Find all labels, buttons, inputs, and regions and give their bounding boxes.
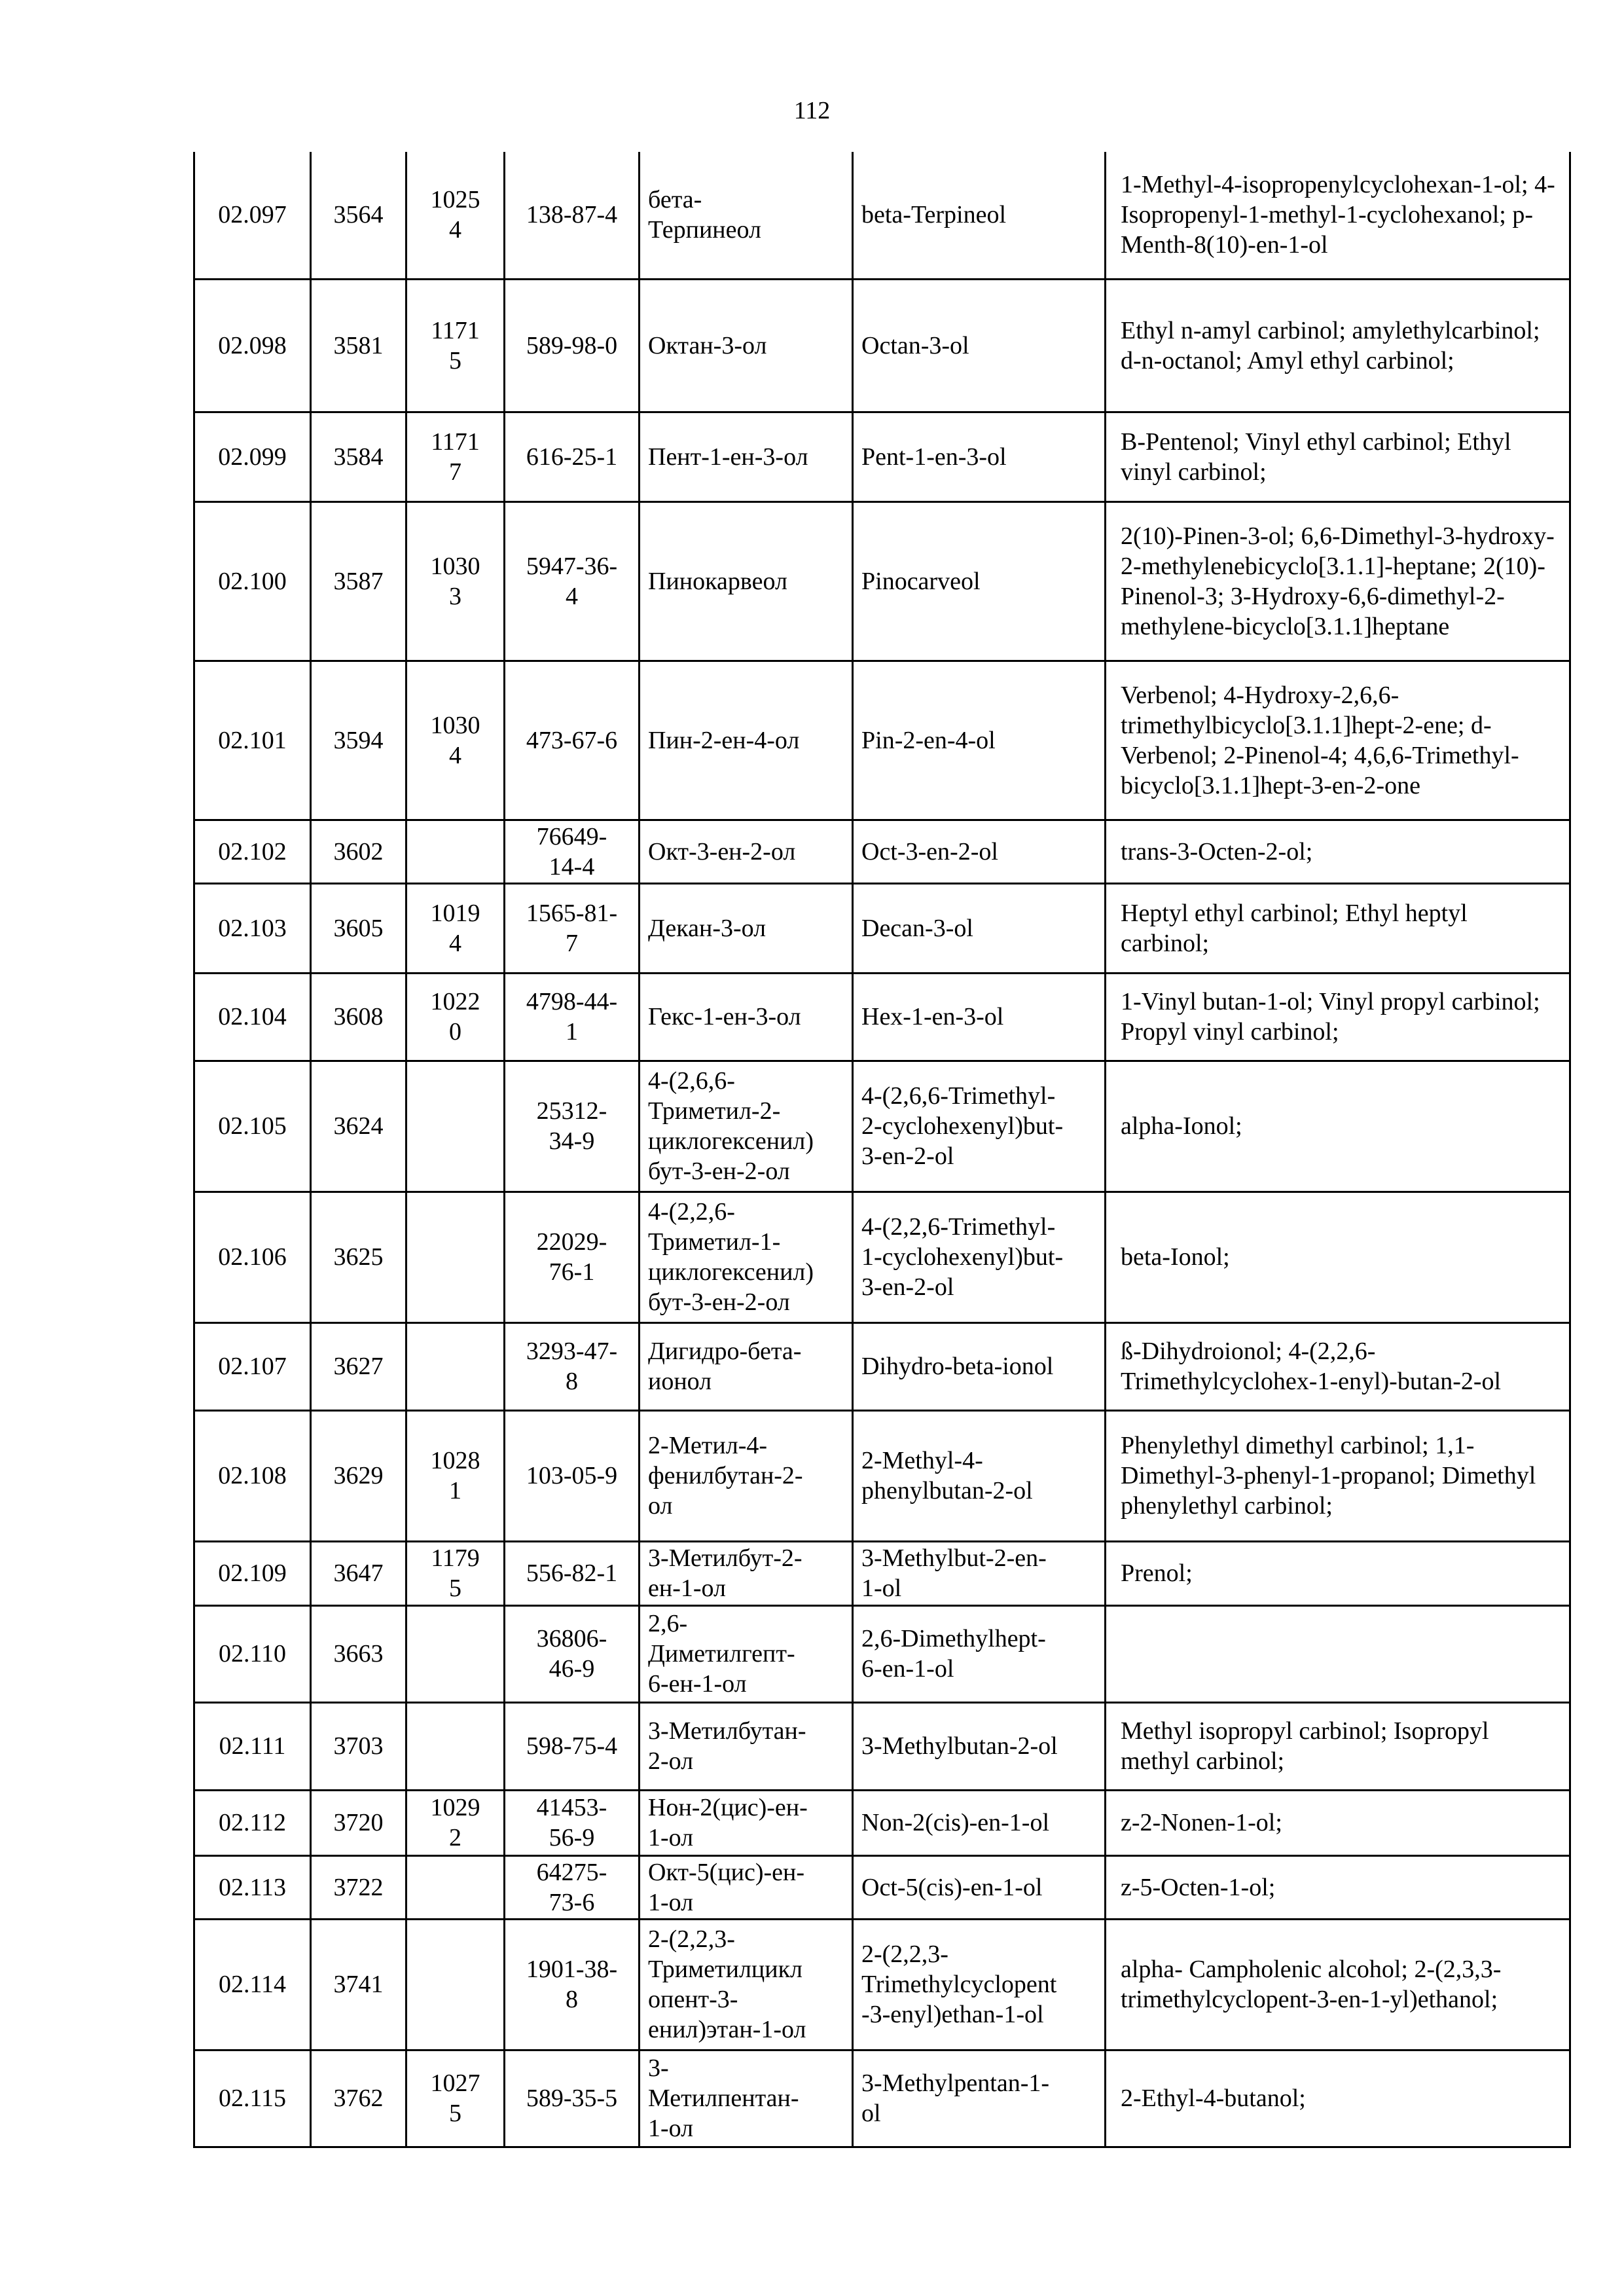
english-name-cell: beta-Terpineol bbox=[853, 152, 1106, 279]
english-name-cell: Octan-3-ol bbox=[853, 279, 1106, 412]
table-row bbox=[194, 883, 1570, 973]
coe-number-cell bbox=[406, 1322, 505, 1410]
english-name-cell: Oct-5(cis)-en-1-ol bbox=[853, 1855, 1106, 1919]
english-name-cell: 4-(2,2,6-Trimethyl- 1-cyclohexenyl)but- 3-en-2-ol bbox=[853, 1192, 1106, 1322]
cas-number-cell: 589-35-5 bbox=[505, 2050, 640, 2147]
coe-number-cell bbox=[406, 1605, 505, 1702]
fl-number-cell: 3720 bbox=[311, 1790, 406, 1855]
table-row bbox=[194, 412, 1570, 501]
cas-number-cell: 41453- 56-9 bbox=[505, 1790, 640, 1855]
coe-number-cell: 1030 3 bbox=[406, 501, 505, 661]
cas-number-cell: 556-82-1 bbox=[505, 1541, 640, 1605]
fl-number-cell: 3624 bbox=[311, 1061, 406, 1192]
fl-number-cell: 3629 bbox=[311, 1410, 406, 1541]
cas-number-cell: 103-05-9 bbox=[505, 1410, 640, 1541]
english-name-cell: 2-Methyl-4- phenylbutan-2-ol bbox=[853, 1410, 1106, 1541]
coe-number-cell bbox=[406, 1702, 505, 1790]
english-name-cell: Dihydro-beta-ionol bbox=[853, 1322, 1106, 1410]
russian-name-cell: 4-(2,2,6- Триметил-1- циклогексенил) бут-3-ен-2-ол bbox=[640, 1192, 853, 1322]
cas-number-cell: 3293-47- 8 bbox=[505, 1322, 640, 1410]
table-row bbox=[194, 152, 1570, 279]
coe-number-cell: 1027 5 bbox=[406, 2050, 505, 2147]
russian-name-cell: бета- Терпинеол bbox=[640, 152, 853, 279]
english-name-cell: 2,6-Dimethylhept- 6-en-1-ol bbox=[853, 1605, 1106, 1702]
russian-name-cell: Нон-2(цис)-ен- 1-ол bbox=[640, 1790, 853, 1855]
row-number-cell: 02.113 bbox=[194, 1855, 311, 1919]
table-row bbox=[194, 1322, 1570, 1410]
coe-number-cell: 1019 4 bbox=[406, 883, 505, 973]
cas-number-cell: 616-25-1 bbox=[505, 412, 640, 501]
coe-number-cell bbox=[406, 1061, 505, 1192]
cas-number-cell: 64275- 73-6 bbox=[505, 1855, 640, 1919]
row-number-cell: 02.114 bbox=[194, 1919, 311, 2050]
table-row bbox=[194, 279, 1570, 412]
page-number: 112 bbox=[793, 97, 831, 124]
fl-number-cell: 3564 bbox=[311, 152, 406, 279]
coe-number-cell: 1022 0 bbox=[406, 973, 505, 1061]
synonyms-cell: alpha-Ionol; bbox=[1106, 1061, 1570, 1192]
row-number-cell: 02.112 bbox=[194, 1790, 311, 1855]
synonyms-cell: z-5-Octen-1-ol; bbox=[1106, 1855, 1570, 1919]
row-number-cell: 02.101 bbox=[194, 661, 311, 820]
fl-number-cell: 3605 bbox=[311, 883, 406, 973]
synonyms-cell: alpha- Campholenic alcohol; 2-(2,3,3-trimethylcyclopent-3-en-1-yl)ethanol; bbox=[1106, 1919, 1570, 2050]
russian-name-cell: Пин-2-ен-4-ол bbox=[640, 661, 853, 820]
russian-name-cell: Окт-5(цис)-ен- 1-ол bbox=[640, 1855, 853, 1919]
table-row bbox=[194, 1541, 1570, 1605]
table-row bbox=[194, 1605, 1570, 1702]
synonyms-cell: 1-Vinyl butan-1-ol; Vinyl propyl carbinol; Propyl vinyl carbinol; bbox=[1106, 973, 1570, 1061]
fl-number-cell: 3608 bbox=[311, 973, 406, 1061]
english-name-cell: 4-(2,6,6-Trimethyl- 2-cyclohexenyl)but- 3-en-2-ol bbox=[853, 1061, 1106, 1192]
row-number-cell: 02.109 bbox=[194, 1541, 311, 1605]
coe-number-cell: 1171 7 bbox=[406, 412, 505, 501]
synonyms-cell: Phenylethyl dimethyl carbinol; 1,1-Dimethyl-3-phenyl-1-propanol; Dimethyl phenylethyl carbinol; bbox=[1106, 1410, 1570, 1541]
synonyms-cell: Methyl isopropyl carbinol; Isopropyl methyl carbinol; bbox=[1106, 1702, 1570, 1790]
row-number-cell: 02.108 bbox=[194, 1410, 311, 1541]
russian-name-cell: 2-Метил-4- фенилбутан-2- ол bbox=[640, 1410, 853, 1541]
row-number-cell: 02.105 bbox=[194, 1061, 311, 1192]
english-name-cell: 3-Methylbut-2-en- 1-ol bbox=[853, 1541, 1106, 1605]
coe-number-cell: 1029 2 bbox=[406, 1790, 505, 1855]
cas-number-cell: 22029- 76-1 bbox=[505, 1192, 640, 1322]
synonyms-cell: Ethyl n-amyl carbinol; amylethylcarbinol; d-n-octanol; Amyl ethyl carbinol; bbox=[1106, 279, 1570, 412]
english-name-cell: Pinocarveol bbox=[853, 501, 1106, 661]
fl-number-cell: 3587 bbox=[311, 501, 406, 661]
fl-number-cell: 3594 bbox=[311, 661, 406, 820]
english-name-cell: Pent-1-en-3-ol bbox=[853, 412, 1106, 501]
fl-number-cell: 3762 bbox=[311, 2050, 406, 2147]
russian-name-cell: Пент-1-ен-3-ол bbox=[640, 412, 853, 501]
fl-number-cell: 3584 bbox=[311, 412, 406, 501]
fl-number-cell: 3663 bbox=[311, 1605, 406, 1702]
cas-number-cell: 138-87-4 bbox=[505, 152, 640, 279]
table-row bbox=[194, 973, 1570, 1061]
table-row bbox=[194, 1410, 1570, 1541]
coe-number-cell bbox=[406, 1192, 505, 1322]
russian-name-cell: 2-(2,2,3- Триметилцикл опент-3- енил)этан-1-ол bbox=[640, 1919, 853, 2050]
synonyms-cell: Verbenol; 4-Hydroxy-2,6,6-trimethylbicyclo[3.1.1]hept-2-ene; d-Verbenol; 2-Pinenol-4; 4,6,6-Trimethyl-bicyclo[3.1.1]hept-3-en-2-one bbox=[1106, 661, 1570, 820]
english-name-cell: Hex-1-en-3-ol bbox=[853, 973, 1106, 1061]
table-row bbox=[194, 1702, 1570, 1790]
synonyms-cell: ß-Dihydroionol; 4-(2,2,6-Trimethylcyclohex-1-enyl)-butan-2-ol bbox=[1106, 1322, 1570, 1410]
row-number-cell: 02.097 bbox=[194, 152, 311, 279]
cas-number-cell: 76649- 14-4 bbox=[505, 820, 640, 883]
coe-number-cell: 1030 4 bbox=[406, 661, 505, 820]
row-number-cell: 02.099 bbox=[194, 412, 311, 501]
row-number-cell: 02.100 bbox=[194, 501, 311, 661]
fl-number-cell: 3581 bbox=[311, 279, 406, 412]
cas-number-cell: 25312- 34-9 bbox=[505, 1061, 640, 1192]
russian-name-cell: Декан-3-ол bbox=[640, 883, 853, 973]
row-number-cell: 02.098 bbox=[194, 279, 311, 412]
synonyms-cell bbox=[1106, 1605, 1570, 1702]
table-row bbox=[194, 820, 1570, 883]
cas-number-cell: 36806- 46-9 bbox=[505, 1605, 640, 1702]
english-name-cell: 3-Methylpentan-1- ol bbox=[853, 2050, 1106, 2147]
coe-number-cell bbox=[406, 820, 505, 883]
russian-name-cell: 4-(2,6,6- Триметил-2- циклогексенил) бут-3-ен-2-ол bbox=[640, 1061, 853, 1192]
russian-name-cell: 3- Метилпентан- 1-ол bbox=[640, 2050, 853, 2147]
table-row bbox=[194, 2050, 1570, 2147]
row-number-cell: 02.102 bbox=[194, 820, 311, 883]
coe-number-cell bbox=[406, 1919, 505, 2050]
english-name-cell: Decan-3-ol bbox=[853, 883, 1106, 973]
row-number-cell: 02.110 bbox=[194, 1605, 311, 1702]
cas-number-cell: 1565-81- 7 bbox=[505, 883, 640, 973]
cas-number-cell: 5947-36- 4 bbox=[505, 501, 640, 661]
fl-number-cell: 3647 bbox=[311, 1541, 406, 1605]
fl-number-cell: 3602 bbox=[311, 820, 406, 883]
table-row bbox=[194, 1192, 1570, 1322]
synonyms-cell: beta-Ionol; bbox=[1106, 1192, 1570, 1322]
cas-number-cell: 598-75-4 bbox=[505, 1702, 640, 1790]
row-number-cell: 02.111 bbox=[194, 1702, 311, 1790]
table-row bbox=[194, 1919, 1570, 2050]
coe-number-cell: 1179 5 bbox=[406, 1541, 505, 1605]
cas-number-cell: 4798-44- 1 bbox=[505, 973, 640, 1061]
table-row bbox=[194, 1855, 1570, 1919]
coe-number-cell: 1025 4 bbox=[406, 152, 505, 279]
russian-name-cell: Пинокарвеол bbox=[640, 501, 853, 661]
fl-number-cell: 3625 bbox=[311, 1192, 406, 1322]
english-name-cell: Pin-2-en-4-ol bbox=[853, 661, 1106, 820]
english-name-cell: 2-(2,2,3- Trimethylcyclopent -3-enyl)ethan-1-ol bbox=[853, 1919, 1106, 2050]
flavouring-substances-table bbox=[193, 152, 1571, 2148]
synonyms-cell: z-2-Nonen-1-ol; bbox=[1106, 1790, 1570, 1855]
fl-number-cell: 3722 bbox=[311, 1855, 406, 1919]
russian-name-cell: Гекс-1-ен-3-ол bbox=[640, 973, 853, 1061]
english-name-cell: Non-2(cis)-en-1-ol bbox=[853, 1790, 1106, 1855]
cas-number-cell: 473-67-6 bbox=[505, 661, 640, 820]
coe-number-cell: 1028 1 bbox=[406, 1410, 505, 1541]
russian-name-cell: 2,6- Диметилгепт- 6-ен-1-ол bbox=[640, 1605, 853, 1702]
table-row bbox=[194, 501, 1570, 661]
row-number-cell: 02.106 bbox=[194, 1192, 311, 1322]
row-number-cell: 02.115 bbox=[194, 2050, 311, 2147]
russian-name-cell: Дигидро-бета- ионол bbox=[640, 1322, 853, 1410]
row-number-cell: 02.103 bbox=[194, 883, 311, 973]
table-body bbox=[194, 152, 1570, 2147]
fl-number-cell: 3627 bbox=[311, 1322, 406, 1410]
fl-number-cell: 3703 bbox=[311, 1702, 406, 1790]
english-name-cell: 3-Methylbutan-2-ol bbox=[853, 1702, 1106, 1790]
english-name-cell: Oct-3-en-2-ol bbox=[853, 820, 1106, 883]
fl-number-cell: 3741 bbox=[311, 1919, 406, 2050]
synonyms-cell: 2-Ethyl-4-butanol; bbox=[1106, 2050, 1570, 2147]
row-number-cell: 02.104 bbox=[194, 973, 311, 1061]
synonyms-cell: Heptyl ethyl carbinol; Ethyl heptyl carbinol; bbox=[1106, 883, 1570, 973]
synonyms-cell: Prenol; bbox=[1106, 1541, 1570, 1605]
synonyms-cell: 2(10)-Pinen-3-ol; 6,6-Dimethyl-3-hydroxy-2-methylenebicyclo[3.1.1]-heptane; 2(10)-Pinenol-3; 3-Hydroxy-6,6-dimethyl-2-methylene-bicyclo[3.1.1]heptane bbox=[1106, 501, 1570, 661]
cas-number-cell: 1901-38- 8 bbox=[505, 1919, 640, 2050]
russian-name-cell: Октан-3-ол bbox=[640, 279, 853, 412]
russian-name-cell: 3-Метилбут-2- ен-1-ол bbox=[640, 1541, 853, 1605]
russian-name-cell: Окт-3-ен-2-ол bbox=[640, 820, 853, 883]
synonyms-cell: B-Pentenol; Vinyl ethyl carbinol; Ethyl vinyl carbinol; bbox=[1106, 412, 1570, 501]
coe-number-cell: 1171 5 bbox=[406, 279, 505, 412]
cas-number-cell: 589-98-0 bbox=[505, 279, 640, 412]
russian-name-cell: 3-Метилбутан- 2-ол bbox=[640, 1702, 853, 1790]
table-row bbox=[194, 1790, 1570, 1855]
table-row bbox=[194, 1061, 1570, 1192]
row-number-cell: 02.107 bbox=[194, 1322, 311, 1410]
synonyms-cell: trans-3-Octen-2-ol; bbox=[1106, 820, 1570, 883]
table-row bbox=[194, 661, 1570, 820]
synonyms-cell: 1-Methyl-4-isopropenylcyclohexan-1-ol; 4-Isopropenyl-1-methyl-1-cyclohexanol; p-Menth-8(10)-en-1-ol bbox=[1106, 152, 1570, 279]
coe-number-cell bbox=[406, 1855, 505, 1919]
